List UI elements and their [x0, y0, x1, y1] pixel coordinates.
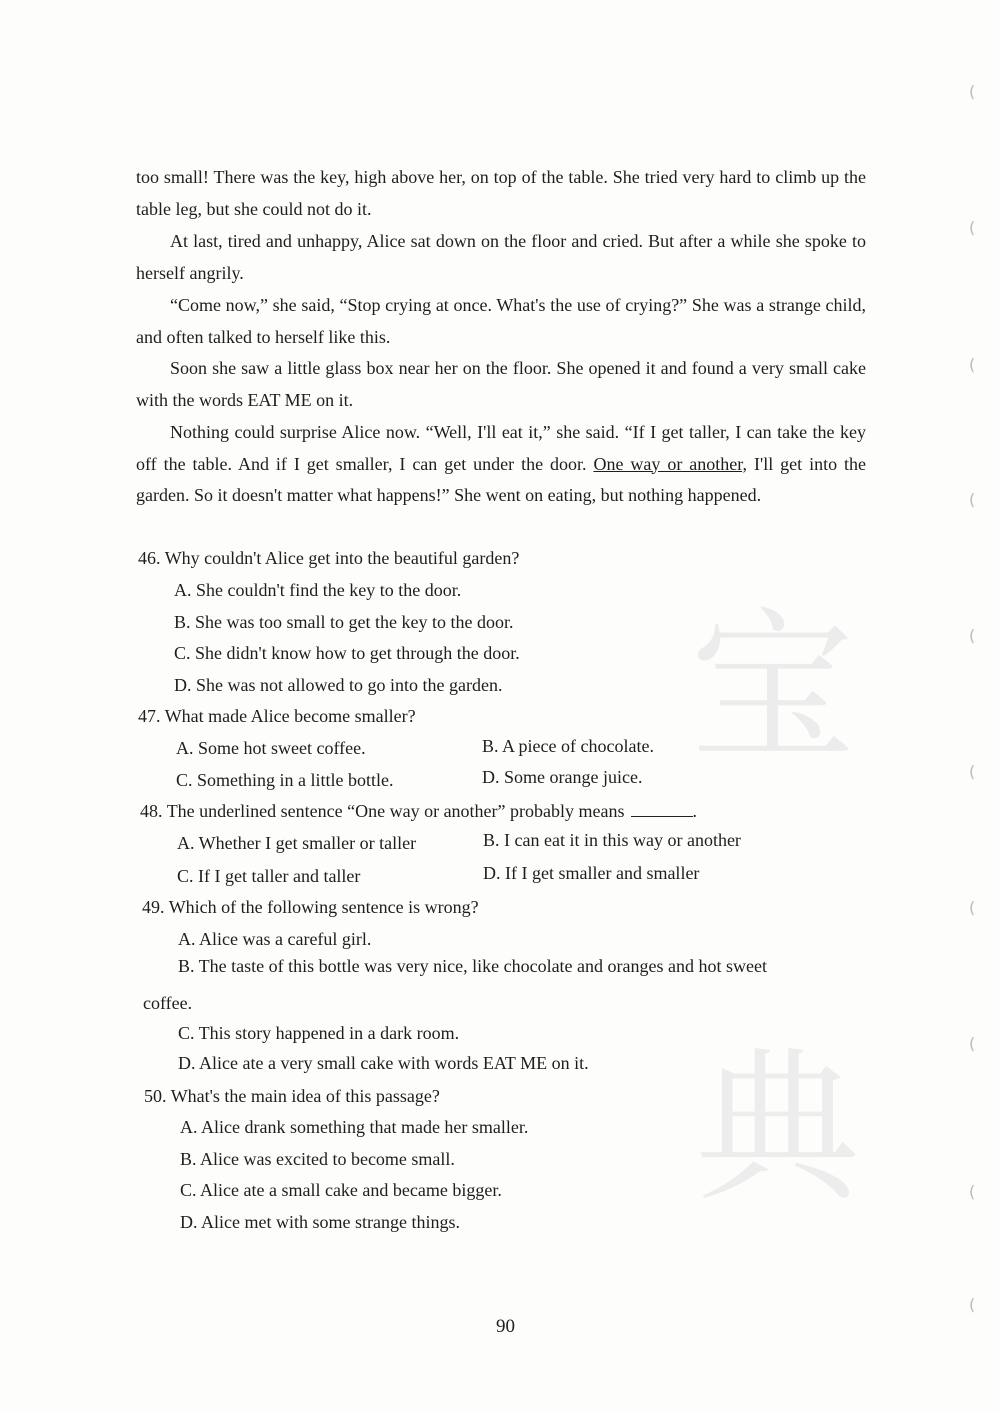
watermark-char-1: 宝 — [690, 595, 855, 765]
option-47-c: C. Something in a little bottle. — [176, 770, 394, 790]
option-48-a: A. Whether I get smaller or taller — [177, 833, 417, 853]
question-text: The underlined sentence “One way or another” probably means — [166, 801, 625, 821]
question-48 — [140, 801, 697, 822]
paragraph-text: I'll get into the garden. So it doesn't matter what happens!” She went on eating, but nothing happened. — [136, 453, 867, 505]
option-47-b: B. A piece of chocolate. — [482, 736, 654, 756]
answer-blank — [631, 802, 693, 817]
passage-paragraph-5 — [136, 417, 866, 512]
option-49-d: D. Alice ate a very small cake with words EAT ME on it. — [178, 1053, 589, 1073]
margin-mark: ( — [969, 762, 976, 781]
passage-paragraph-3 — [136, 290, 866, 353]
margin-mark: ( — [969, 82, 976, 101]
option-50-a: A. Alice drank something that made her smaller. — [180, 1117, 529, 1137]
option-46-c: C. She didn't know how to get through the door. — [174, 643, 520, 663]
margin-mark: ( — [969, 218, 976, 237]
margin-mark: ( — [969, 1034, 976, 1053]
option-50-b: B. Alice was excited to become small. — [180, 1149, 455, 1169]
paragraph-text: “Come now,” she said, “Stop crying at once. What's the use of crying?” She was a strange child, and often talked to herself like this. — [136, 295, 866, 347]
option-49-b: B. The taste of this bottle was very nice, like chocolate and oranges and hot sweet — [178, 956, 767, 976]
option-49-b-continued: coffee. — [143, 993, 193, 1013]
margin-mark: ( — [969, 1182, 976, 1201]
watermark-char-2: 典 — [695, 1032, 860, 1210]
margin-mark: ( — [969, 355, 976, 374]
passage-paragraph-1 — [136, 162, 866, 225]
question-49 — [142, 897, 479, 918]
margin-mark: ( — [969, 898, 976, 917]
option-48-d: D. If I get smaller and smaller — [483, 863, 700, 883]
underlined-phrase: One way or another, — [593, 453, 748, 474]
margin-mark: ( — [969, 626, 976, 645]
option-47-a: A. Some hot sweet coffee. — [176, 738, 366, 758]
question-text: Why couldn't Alice get into the beautiful garden? — [164, 548, 520, 568]
question-50 — [144, 1086, 440, 1107]
paragraph-text: Nothing could surprise Alice now. “Well, I'll eat it,” she said. “If I get taller, I can take the key off the table. And if I get smaller, I can get under the door. — [136, 422, 866, 474]
paragraph-text: Soon she saw a little glass box near her on the floor. She opened it and found a very small cake with the words EAT ME on it. — [136, 358, 866, 410]
margin-mark: ( — [969, 490, 976, 509]
option-50-d: D. Alice met with some strange things. — [180, 1212, 460, 1232]
option-48-b: B. I can eat it in this way or another — [483, 830, 741, 850]
option-49-a: A. Alice was a careful girl. — [178, 929, 372, 949]
passage-paragraph-2 — [136, 226, 866, 289]
option-47-d: D. Some orange juice. — [482, 767, 643, 787]
watermark-bao — [690, 595, 860, 765]
question-end: . — [692, 801, 698, 821]
question-number: 46. — [138, 548, 161, 568]
question-text: What's the main idea of this passage? — [170, 1086, 440, 1106]
option-46-d: D. She was not allowed to go into the garden. — [174, 675, 503, 695]
question-46 — [138, 548, 519, 569]
paragraph-text: At last, tired and unhappy, Alice sat down on the floor and cried. But after a while she spoke to herself angrily. — [136, 231, 866, 283]
watermark-dian — [695, 1030, 865, 1210]
passage-paragraph-4 — [136, 353, 866, 416]
option-46-b: B. She was too small to get the key to the door. — [174, 612, 514, 632]
question-number: 49. — [142, 897, 165, 917]
question-number: 50. — [144, 1086, 167, 1106]
question-text: Which of the following sentence is wrong? — [168, 897, 479, 917]
page-number: 90 — [496, 1316, 515, 1337]
paragraph-text: too small! There was the key, high above her, on top of the table. She tried very hard to climb up the table leg, but she could not do it. — [136, 167, 866, 219]
option-48-c: C. If I get taller and taller — [177, 866, 361, 886]
option-46-a: A. She couldn't find the key to the door. — [174, 580, 462, 600]
margin-mark: ( — [969, 1295, 976, 1314]
question-number: 48. — [140, 801, 163, 821]
question-text: What made Alice become smaller? — [164, 706, 416, 726]
option-50-c: C. Alice ate a small cake and became bigger. — [180, 1180, 502, 1200]
question-47 — [138, 706, 416, 727]
option-49-c: C. This story happened in a dark room. — [178, 1023, 460, 1043]
question-number: 47. — [138, 706, 161, 726]
